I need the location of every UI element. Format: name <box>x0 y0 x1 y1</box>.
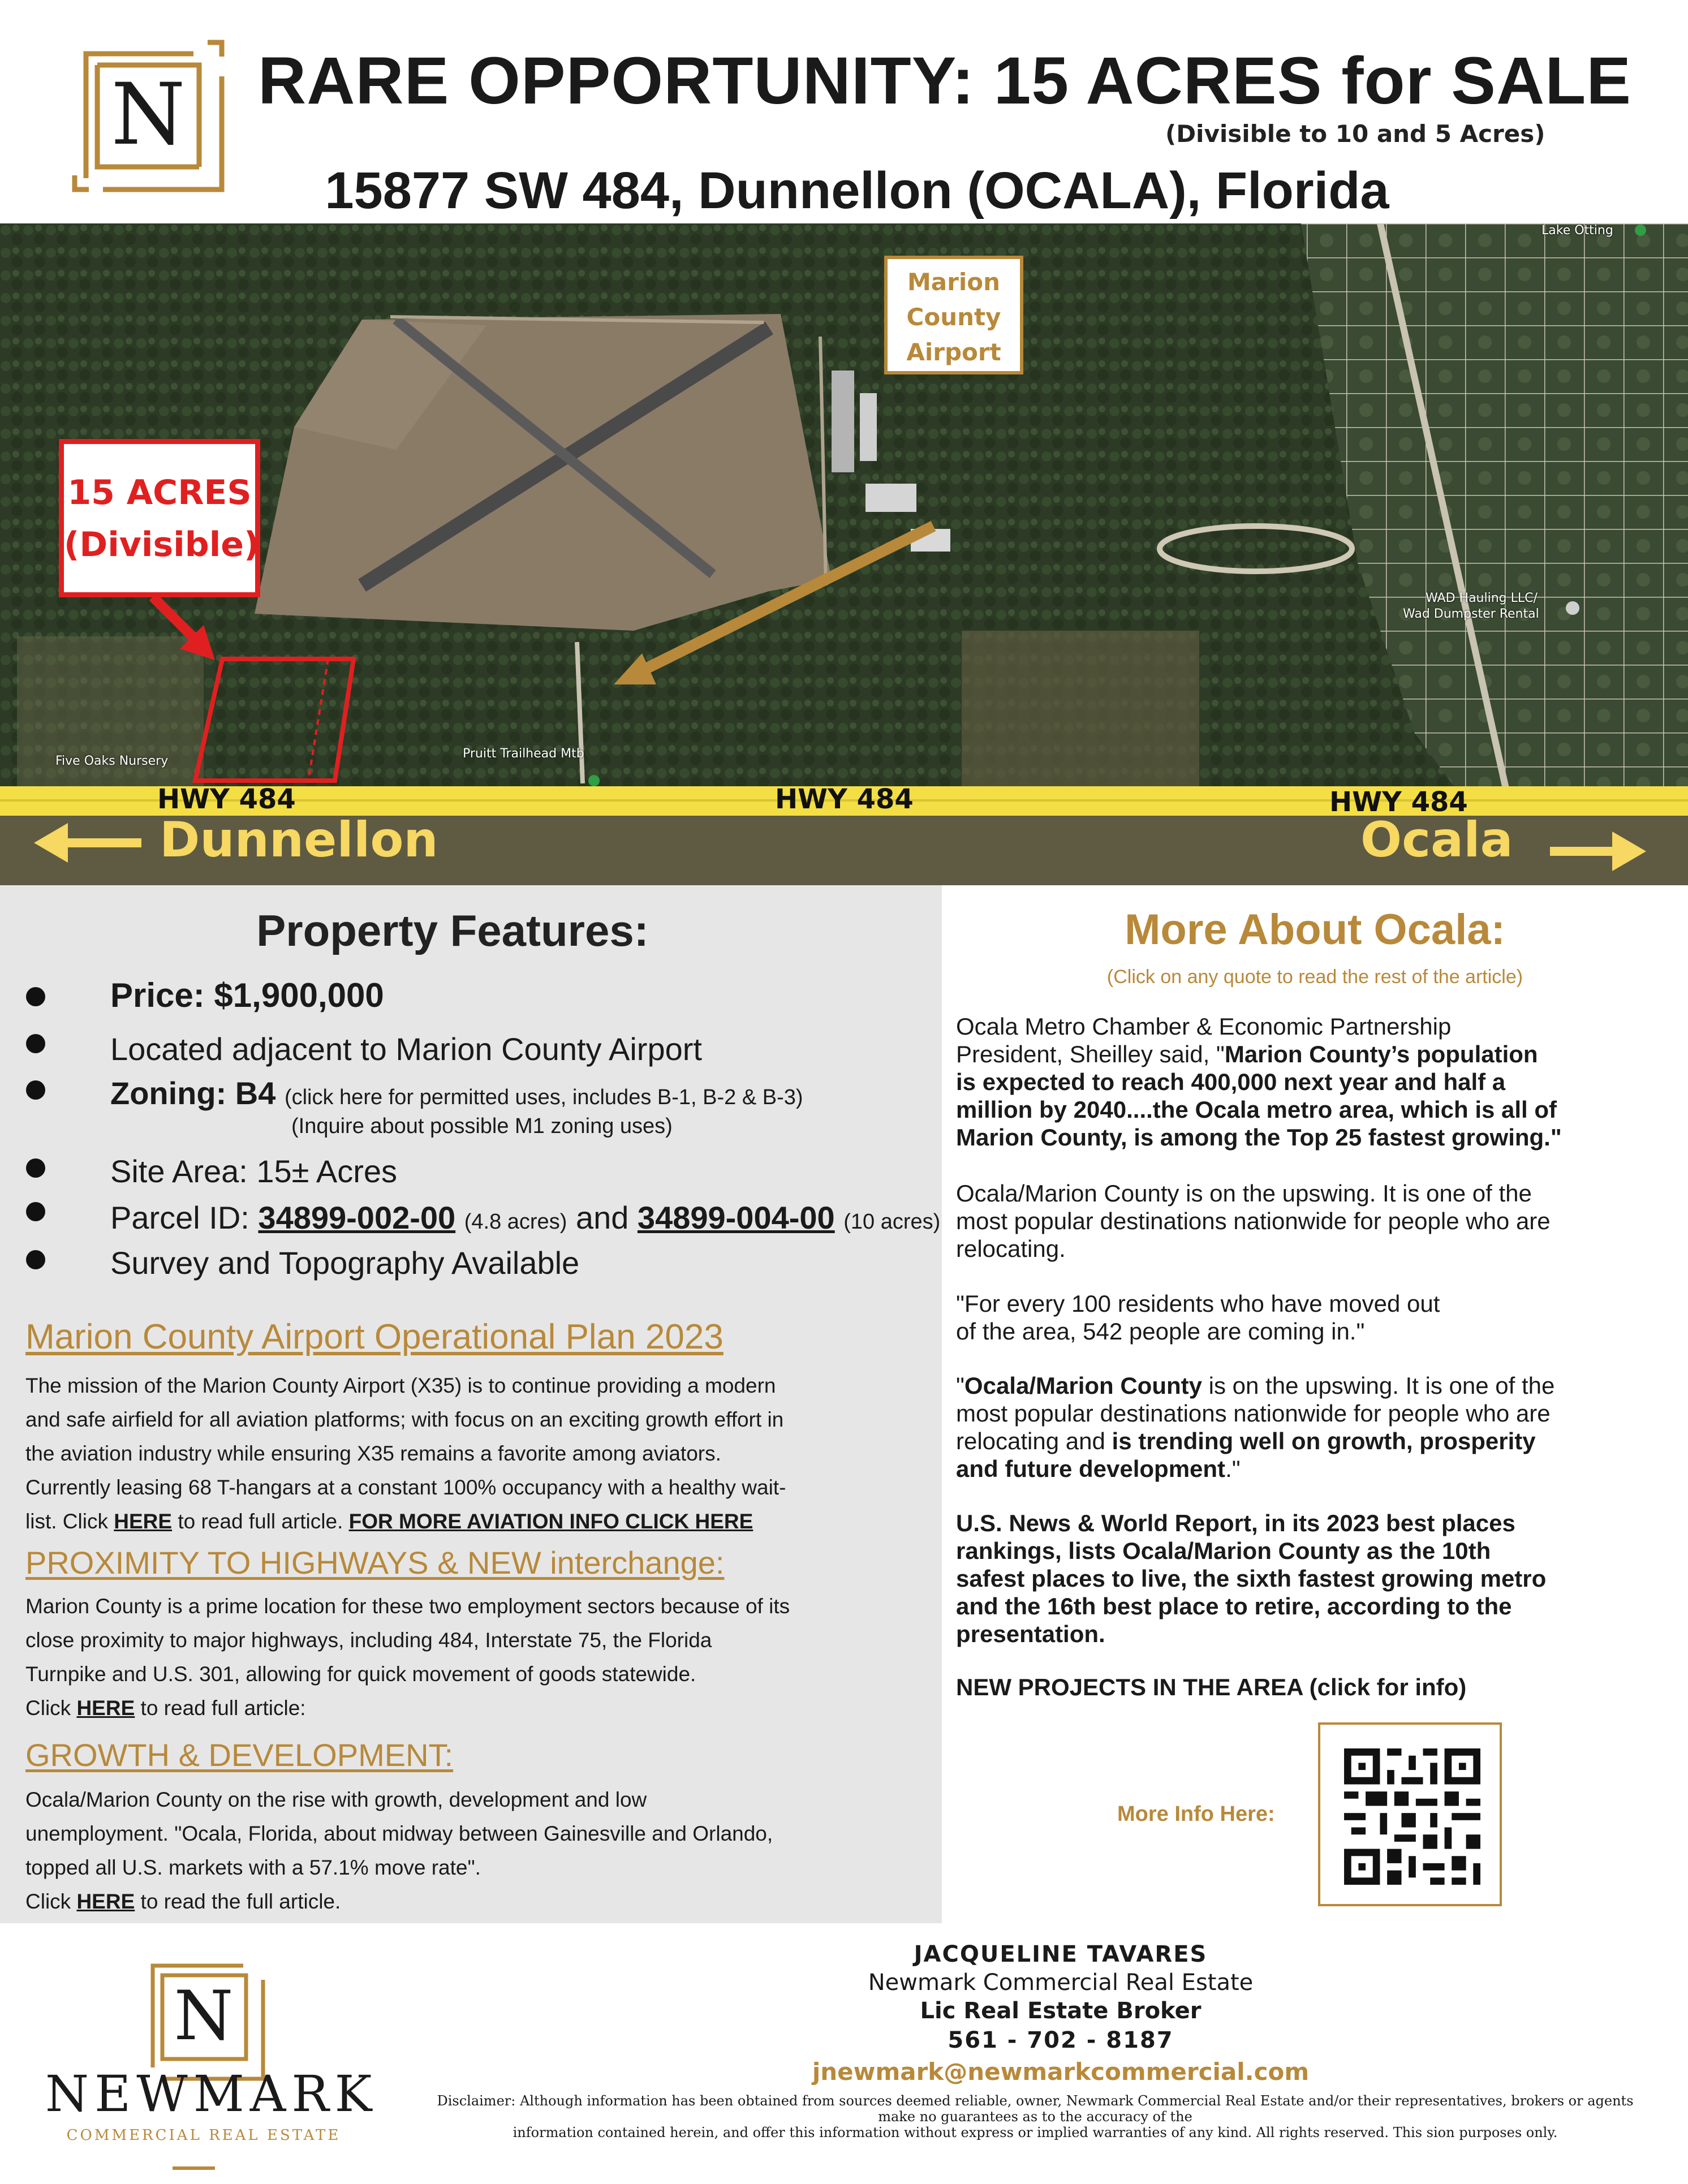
quote-line: million by 2040....the Ocala metro area, which is all of <box>956 1096 1557 1123</box>
quote-text: " <box>956 1372 964 1399</box>
airport-plan-line: Currently leasing 68 T-hangars at a constant 100% occupancy with a healthy wait- <box>25 1476 786 1499</box>
brand-name: NEWMARK <box>45 2065 378 2123</box>
quote-line: Marion County, is among the Top 25 fastest growing." <box>956 1124 1562 1151</box>
newmark-logo <box>63 31 233 201</box>
bullet-icon <box>26 1202 45 1221</box>
property-features-title: Property Features: <box>256 906 649 955</box>
more-about-ocala-subtitle: (Click on any quote to read the rest of the article) <box>1106 966 1523 988</box>
quote-line: of the area, 542 people are coming in." <box>956 1318 1365 1345</box>
contact-phone[interactable]: 561 - 702 - 8187 <box>948 2027 1174 2053</box>
city-label-dunnellon: Dunnellon <box>160 812 438 868</box>
quote-bold: Ocala/Marion County <box>964 1372 1202 1399</box>
quote-line: "For every 100 residents who have moved out <box>956 1290 1440 1317</box>
hwy-label-right: HWY 484 <box>1329 786 1468 818</box>
ocala-quote-5[interactable] <box>956 1509 1669 1648</box>
parcel-note-1: (4.8 acres) <box>464 1210 567 1234</box>
poi-wad-dumpster: Wad Dumpster Rental <box>1403 607 1539 621</box>
acres-callout-line: (Divisible) <box>64 525 260 565</box>
poi-five-oaks-nursery: Five Oaks Nursery <box>55 754 169 768</box>
quote-line: Ocala Metro Chamber & Economic Partnership <box>956 1013 1452 1040</box>
airport-plan-body <box>25 1369 931 1539</box>
feature-parcel <box>110 1199 940 1236</box>
property-address: 15877 SW 484, Dunnellon (OCALA), Florida <box>325 162 1389 219</box>
quote-line: safest places to live, the sixth fastest growing metro <box>956 1565 1547 1592</box>
bullet-icon <box>26 1080 45 1100</box>
ocala-quote-2[interactable] <box>956 1179 1669 1263</box>
poi-pruitt-trailhead: Pruitt Trailhead Mtb <box>463 747 584 761</box>
proximity-body <box>25 1589 931 1725</box>
growth-here-link[interactable]: HERE <box>76 1890 135 1913</box>
proximity-heading: PROXIMITY TO HIGHWAYS & NEW interchange: <box>25 1545 725 1580</box>
contact-name: JACQUELINE TAVARES <box>914 1941 1208 1967</box>
zoning-label: Zoning: B4 <box>110 1075 276 1111</box>
airport-callout-line: Airport <box>906 338 1001 366</box>
feature-site-area: Site Area: 15± Acres <box>110 1153 398 1189</box>
contact-role: Lic Real Estate Broker <box>920 1998 1202 2024</box>
logo-letter: N <box>111 66 186 164</box>
airport-plan-text: to read full article. <box>172 1510 349 1533</box>
quote-line: relocating. <box>956 1235 1066 1262</box>
feature-zoning[interactable] <box>110 1075 803 1112</box>
growth-line: Ocala/Marion County on the rise with growth, development and low <box>25 1788 647 1811</box>
disclaimer-line: make no guarantees as to the accuracy of the <box>878 2109 1192 2125</box>
proximity-line: close proximity to major highways, including 484, Interstate 75, the Florida <box>25 1629 712 1652</box>
quote-text: President, Sheilley said, " <box>956 1041 1225 1067</box>
proximity-text: to read full article: <box>135 1696 306 1720</box>
poi-wad-hauling: WAD Hauling LLC/ <box>1426 591 1538 605</box>
contact-email[interactable]: jnewmark@newmarkcommercial.com <box>812 2058 1310 2086</box>
contact-company: Newmark Commercial Real Estate <box>868 1970 1254 1996</box>
airport-callout <box>884 256 1023 374</box>
bullet-icon <box>26 1250 45 1269</box>
quote-line: most popular destinations nationwide for people who are <box>956 1400 1551 1427</box>
new-projects-link[interactable]: NEW PROJECTS IN THE AREA (click for info) <box>956 1674 1467 1700</box>
airport-plan-line: the aviation industry while ensuring X35 remains a favorite among aviators. <box>25 1442 721 1465</box>
quote-bold: is trending well on growth, prosperity <box>1112 1428 1536 1454</box>
parcel-note-2: (10 acres) <box>843 1210 941 1234</box>
growth-line <box>25 1885 931 1919</box>
quote-line: most popular destinations nationwide for people who are <box>956 1208 1551 1234</box>
feature-survey: Survey and Topography Available <box>110 1245 580 1281</box>
more-about-ocala-title: More About Ocala: <box>1125 906 1505 954</box>
airport-plan-text: list. Click <box>25 1510 114 1533</box>
growth-heading: GROWTH & DEVELOPMENT: <box>25 1737 454 1773</box>
airport-plan-line: The mission of the Marion County Airport (X35) is to continue providing a modern <box>25 1374 776 1397</box>
growth-line: topped all U.S. markets with a 57.1% move rate". <box>25 1856 481 1879</box>
parcel-link-2[interactable]: 34899-004-00 <box>637 1200 835 1235</box>
proximity-line <box>25 1691 931 1725</box>
airport-plan-heading[interactable]: Marion County Airport Operational Plan 2023 <box>25 1317 724 1356</box>
quote-line: U.S. News & World Report, in its 2023 best places <box>956 1510 1515 1536</box>
quote-bold: Marion County’s population <box>1224 1041 1538 1067</box>
quote-line: Ocala/Marion County is on the upswing. It is one of the <box>956 1180 1532 1207</box>
page-subtitle: (Divisible to 10 and 5 Acres) <box>1165 120 1545 148</box>
parcel-and: and <box>575 1200 629 1235</box>
proximity-line: Marion County is a prime location for these two employment sectors because of its <box>25 1595 790 1618</box>
quote-line <box>956 1372 1669 1399</box>
quote-line: is expected to reach 400,000 next year and half a <box>956 1069 1506 1095</box>
parcel-label: Parcel ID: <box>110 1200 249 1235</box>
quote-line: and the 16th best place to retire, according to the <box>956 1593 1512 1619</box>
acres-callout <box>59 439 260 597</box>
disclaimer <box>407 2093 1663 2140</box>
quote-text: relocating and <box>956 1428 1112 1454</box>
growth-body <box>25 1783 931 1919</box>
quote-text: is on the upswing. It is one of the <box>1202 1372 1555 1399</box>
bullet-icon <box>26 987 45 1006</box>
aerial-map <box>0 223 1688 885</box>
quote-line: presentation. <box>956 1621 1105 1647</box>
growth-line: unemployment. "Ocala, Florida, about midway between Gainesville and Orlando, <box>25 1822 773 1845</box>
aviation-info-link[interactable]: FOR MORE AVIATION INFO CLICK HERE <box>348 1510 753 1533</box>
brand-divider <box>173 2166 215 2170</box>
quote-text: ." <box>1225 1455 1241 1482</box>
ocala-quote-4[interactable] <box>956 1372 1669 1483</box>
zoning-note-m1: (Inquire about possible M1 zoning uses) <box>291 1114 673 1138</box>
growth-text: to read the full article. <box>135 1890 341 1913</box>
ocala-quote-3[interactable] <box>956 1290 1669 1345</box>
airport-plan-here-link[interactable]: HERE <box>114 1510 173 1533</box>
airport-plan-line <box>25 1505 931 1539</box>
qr-code[interactable] <box>1318 1722 1502 1906</box>
proximity-here-link[interactable]: HERE <box>76 1696 135 1720</box>
hwy-label-center: HWY 484 <box>775 783 914 815</box>
proximity-line: Turnpike and U.S. 301, allowing for quick movement of goods statewide. <box>25 1662 696 1686</box>
parcel-link-1[interactable]: 34899-002-00 <box>258 1200 456 1235</box>
feature-location: Located adjacent to Marion County Airport <box>110 1031 702 1067</box>
disclaimer-line: Disclaimer: Although information has been obtained from sources deemed reliable, owner, Newmark Commercial Real Estate and/or their representatives, brokers or agents <box>437 2093 1634 2109</box>
airport-plan-line: and safe airfield for all aviation platforms; with focus on an exciting growth effort in <box>25 1408 784 1431</box>
growth-text: Click <box>25 1890 77 1913</box>
bullet-icon <box>26 1034 45 1053</box>
city-label-ocala: Ocala <box>1360 812 1513 868</box>
brand-subtitle: COMMERCIAL REAL ESTATE <box>66 2127 341 2144</box>
qr-code-icon <box>1323 1727 1502 1906</box>
airport-callout-line: Marion <box>907 268 1000 296</box>
quote-line <box>956 1040 1669 1068</box>
quote-line: rankings, lists Ocala/Marion County as the 10th <box>956 1537 1491 1564</box>
page-title: RARE OPPORTUNITY: 15 ACRES for SALE <box>257 44 1631 118</box>
quote-bold: and future development <box>956 1455 1226 1482</box>
bullet-icon <box>26 1158 45 1178</box>
logo-letter: N <box>174 1977 234 2056</box>
airport-callout-line: County <box>906 303 1001 331</box>
zoning-note[interactable]: (click here for permitted uses, includes B-1, B-2 & B-3) <box>284 1085 803 1109</box>
poi-lake-otting: Lake Otting <box>1541 223 1613 238</box>
quote-line <box>956 1427 1669 1455</box>
proximity-text: Click <box>25 1696 77 1720</box>
acres-callout-line: 15 ACRES <box>67 473 252 512</box>
more-info-label: More Info Here: <box>1117 1802 1275 1826</box>
ocala-quote-1[interactable] <box>956 1013 1669 1151</box>
feature-price: Price: $1,900,000 <box>110 976 384 1014</box>
hwy-label-left: HWY 484 <box>157 783 296 815</box>
quote-line <box>956 1455 1669 1483</box>
disclaimer-line: information contained herein, and offer this information without express or implied warranties of any kind. All rights reserved. This sion purposes only. <box>513 2125 1558 2140</box>
